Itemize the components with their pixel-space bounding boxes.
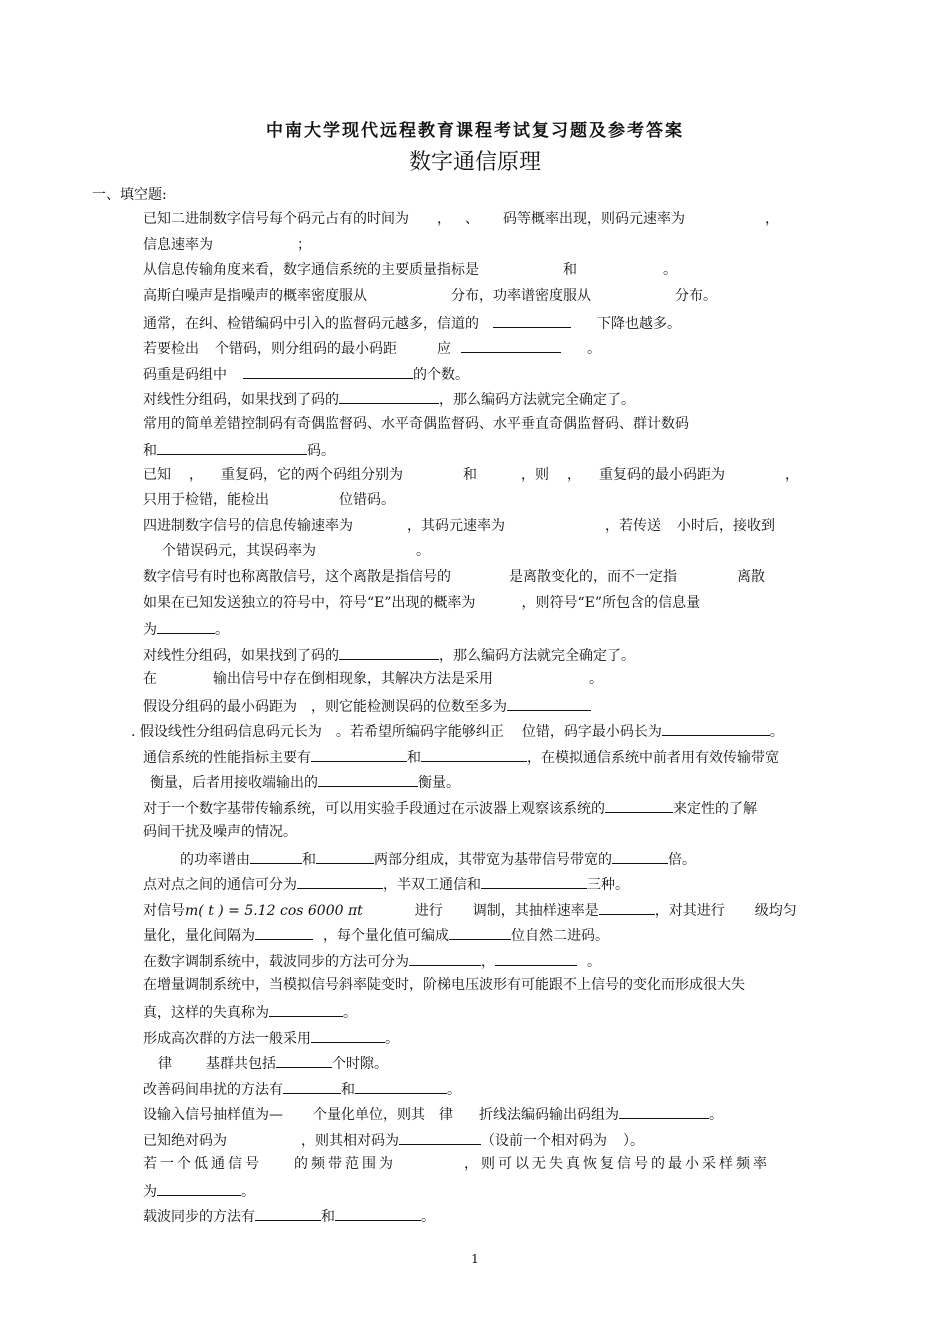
text-segment: 已知二进制数字信号每个码元占有的时间为: [143, 211, 409, 227]
text-segment: 。若希望所编码字能够纠正: [335, 724, 504, 740]
text-segment: ，: [437, 211, 451, 227]
answer-blank[interactable]: [599, 900, 655, 915]
question-line: [143, 951, 863, 971]
question-line: [143, 1155, 863, 1173]
question-line: [143, 619, 863, 639]
question-line: [143, 568, 863, 586]
answer-blank[interactable]: [316, 849, 374, 864]
text-segment: 码重是码组中: [143, 367, 227, 383]
text-segment: 和: [143, 443, 157, 459]
answer-blank[interactable]: [481, 874, 587, 889]
text-segment: 。: [663, 262, 677, 278]
question-line: [143, 415, 863, 433]
text-segment: 常用的简单差错控制码有奇偶监督码、水平奇偶监督码、水平垂直奇偶监督码、群计数码: [143, 416, 689, 432]
text-segment: （设前一个相对码为: [481, 1133, 607, 1149]
question-line: [143, 1104, 863, 1124]
text-segment: 三种。: [587, 877, 629, 893]
text-segment: 在数字调制系统中，载波同步的方法可分为: [143, 954, 409, 970]
answer-blank[interactable]: [339, 389, 439, 404]
text-segment: 真，这样的失真称为: [143, 1005, 269, 1021]
text-segment: 和: [321, 1209, 335, 1225]
text-segment: 下降也越多。: [597, 316, 681, 332]
question-line: [158, 1053, 878, 1073]
question-line: [143, 261, 863, 279]
answer-blank[interactable]: [339, 645, 439, 660]
answer-blank[interactable]: [243, 364, 413, 379]
answer-blank[interactable]: [269, 1002, 343, 1017]
text-segment: 来定性的了解: [673, 801, 757, 817]
text-segment: ，其码元速率为: [407, 518, 505, 534]
question-line: [143, 364, 863, 384]
question-line: [143, 1079, 863, 1099]
text-segment: 衡量，后者用接收端输出的: [150, 775, 318, 791]
question-line: [143, 287, 863, 305]
text-segment: 个量化单位，则其: [313, 1107, 425, 1123]
text-segment: 对线性分组码，如果找到了码的: [143, 648, 339, 664]
answer-blank[interactable]: [619, 1104, 709, 1119]
text-segment: 两部分组成，其带宽为基带信号带宽的: [374, 852, 612, 868]
text-segment: 衡量。: [418, 775, 460, 791]
question-line: [143, 925, 863, 945]
answer-blank[interactable]: [157, 1181, 241, 1196]
text-segment: ，那么编码方法就完全确定了。: [439, 392, 635, 408]
text-segment: ，则它能检测误码的位数至多为: [311, 699, 507, 715]
question-line: [180, 849, 900, 869]
text-segment: 。: [241, 1184, 255, 1200]
text-segment: 和: [563, 262, 577, 278]
text-segment: 改善码间串扰的方法有: [143, 1082, 283, 1098]
text-segment: 进行: [414, 903, 443, 919]
text-segment: 基群共包括: [206, 1056, 276, 1072]
text-segment: 调制，其抽样速率是: [472, 903, 599, 919]
answer-blank[interactable]: [157, 440, 307, 455]
question-line: [143, 466, 863, 484]
text-segment: 已知绝对码为: [143, 1133, 227, 1149]
question-line: [143, 1002, 863, 1022]
question-line: [143, 798, 863, 818]
text-segment: 个错码，则分组码的最小码距: [215, 341, 397, 357]
text-segment: 。: [385, 1031, 399, 1047]
text-segment: 若要检出: [143, 341, 199, 357]
question-line: [143, 823, 863, 841]
text-segment: 。: [215, 622, 229, 638]
text-segment: ，每个量化值可编成: [323, 928, 449, 944]
question-line: [143, 491, 863, 509]
answer-blank[interactable]: [335, 1206, 421, 1221]
question-line: [143, 517, 863, 535]
text-segment: 分布，功率谱密度服从: [451, 288, 591, 304]
text-segment: ；: [297, 237, 311, 253]
text-segment: 为: [143, 622, 157, 638]
formula-expression: m( t ) = 5.12 cos 6000 πt: [185, 903, 363, 919]
text-segment: ，那么编码方法就完全确定了。: [439, 648, 635, 664]
question-line: [143, 440, 863, 460]
text-segment: ，则其相对码为: [301, 1133, 399, 1149]
document-subtitle: 数字通信原理: [408, 150, 541, 175]
answer-blank[interactable]: [255, 925, 313, 940]
text-segment: 和: [302, 852, 316, 868]
text-segment: 和: [463, 467, 477, 483]
text-segment: 若一个低通信号: [143, 1156, 262, 1172]
text-segment: ）。: [623, 1133, 644, 1149]
text-segment: 对线性分组码，如果找到了码的: [143, 392, 339, 408]
text-segment: 折线法编码输出码组为: [479, 1107, 619, 1123]
text-segment: 码间干扰及噪声的情况。: [143, 824, 297, 840]
text-segment: 只用于检错，能检出: [143, 492, 269, 508]
answer-blank[interactable]: [449, 925, 511, 940]
text-segment: 。: [589, 671, 603, 687]
question-line: [143, 1130, 863, 1150]
text-segment: 码等概率出现，则码元速率为: [503, 211, 685, 227]
text-segment: 已知: [143, 467, 171, 483]
text-segment: 律: [158, 1056, 172, 1072]
text-segment: 设输入信号抽样值为—: [143, 1107, 283, 1123]
text-segment: 载波同步的方法有: [143, 1209, 255, 1225]
text-segment: 在: [143, 671, 157, 687]
text-segment: 个错误码元，其误码率为: [162, 543, 316, 559]
answer-blank[interactable]: [493, 313, 571, 328]
text-segment: ，: [765, 211, 779, 227]
text-segment: ，则: [521, 467, 549, 483]
question-line: [143, 594, 863, 612]
text-segment: 和: [407, 750, 421, 766]
text-segment: 和: [341, 1082, 355, 1098]
question-line: [143, 976, 863, 994]
answer-blank[interactable]: [507, 696, 591, 711]
answer-blank[interactable]: [283, 1079, 341, 1094]
answer-blank[interactable]: [399, 1130, 481, 1145]
text-segment: 、: [465, 211, 479, 227]
text-segment: 的功率谱由: [180, 852, 250, 868]
text-segment: 律: [439, 1107, 453, 1123]
text-segment: 量化，量化间隔为: [143, 928, 255, 944]
text-segment: 点对点之间的通信可分为: [143, 877, 297, 893]
text-segment: 高斯白噪声是指噪声的概率密度服从: [143, 288, 367, 304]
question-line: [143, 1028, 863, 1048]
text-segment: 。: [769, 724, 784, 740]
text-segment: 重复码，它的两个码组分别为: [221, 467, 403, 483]
text-segment: ，: [785, 467, 799, 483]
text-segment: 。: [587, 954, 601, 970]
text-segment: 对于一个数字基带传输系统，可以用实验手段通过在示波器上观察该系统的: [143, 801, 605, 817]
text-segment: 信息速率为: [143, 237, 213, 253]
text-segment: ，则符号“E”所包含的信息量: [521, 595, 701, 611]
question-line: [143, 389, 863, 409]
text-segment: 对信号: [143, 903, 185, 919]
text-segment: 通信系统的性能指标主要有: [143, 750, 311, 766]
text-segment: 的频带范围为: [294, 1156, 396, 1172]
question-line: [143, 1206, 863, 1226]
text-segment: 级均匀: [754, 903, 797, 919]
text-segment: 。: [709, 1107, 723, 1123]
text-segment: 位错，码字最小码长为: [521, 724, 662, 740]
text-segment: 是离散变化的，而不一定指: [509, 569, 677, 585]
text-segment: 形成高次群的方法一般采用: [143, 1031, 311, 1047]
question-line: [143, 696, 863, 716]
answer-blank[interactable]: [255, 1206, 321, 1221]
section-heading: 一、填空题:: [92, 187, 167, 203]
question-line: [143, 747, 863, 767]
text-segment: 。: [416, 543, 430, 559]
text-segment: 输出信号中存在倒相现象，其解决方法是采用: [213, 671, 493, 687]
question-line: [143, 1181, 863, 1201]
text-segment: . 假设线性分组码信息码元长为: [131, 724, 322, 740]
answer-blank[interactable]: [297, 874, 383, 889]
answer-blank[interactable]: [276, 1053, 332, 1068]
text-segment: ，: [567, 467, 581, 483]
question-line: [143, 338, 863, 358]
text-segment: 从信息传输角度来看，数字通信系统的主要质量指标是: [143, 262, 479, 278]
text-segment: 小时后，接收到: [677, 518, 775, 534]
text-segment: 如果在已知发送独立的符号中，符号“E”出现的概率为: [143, 595, 476, 611]
answer-blank[interactable]: [157, 619, 215, 634]
text-segment: 。: [447, 1082, 461, 1098]
text-segment: 。: [343, 1005, 357, 1021]
text-segment: ，半双工通信和: [383, 877, 481, 893]
answer-blank[interactable]: [355, 1079, 447, 1094]
question-line: [143, 236, 863, 254]
text-segment: 。: [421, 1209, 435, 1225]
text-segment: 个时隙。: [332, 1056, 388, 1072]
question-line: [143, 670, 863, 688]
text-segment: 位自然二进码。: [511, 928, 609, 944]
question-line: [143, 313, 863, 333]
page-number: 1: [471, 1252, 479, 1266]
text-segment: 数字信号有时也称离散信号，这个离散是指信号的: [143, 569, 451, 585]
text-segment: 四进制数字信号的信息传输速率为: [143, 518, 353, 534]
text-segment: ，: [189, 467, 203, 483]
question-line: [143, 645, 863, 665]
text-segment: ，则可以无失真恢复信号的最小采样频率: [464, 1156, 770, 1172]
text-segment: ，若传送: [605, 518, 661, 534]
answer-blank[interactable]: [612, 849, 668, 864]
answer-blank[interactable]: [250, 849, 302, 864]
question-line: [143, 874, 863, 894]
answer-blank[interactable]: [605, 798, 673, 813]
question-line: [143, 900, 863, 920]
text-segment: 为: [143, 1184, 157, 1200]
text-segment: 应: [437, 341, 451, 357]
document-title: 中南大学现代远程教育课程考试复习题及参考答案: [266, 121, 684, 141]
answer-blank[interactable]: [311, 1028, 385, 1043]
text-segment: ，在模拟通信系统中前者用有效传输带宽: [527, 750, 779, 766]
answer-blank[interactable]: [461, 338, 561, 353]
answer-blank[interactable]: [662, 721, 770, 736]
question-line: [162, 542, 882, 560]
text-segment: 假设分组码的最小码距为: [143, 699, 297, 715]
text-segment: 倍。: [668, 852, 696, 868]
text-segment: 通常，在纠、检错编码中引入的监督码元越多，信道的: [143, 316, 479, 332]
question-line: [143, 210, 863, 228]
text-segment: 。: [587, 341, 601, 357]
text-segment: 分布。: [675, 288, 717, 304]
text-segment: 的个数。: [413, 367, 469, 383]
answer-blank[interactable]: [318, 772, 418, 787]
text-segment: 在增量调制系统中，当模拟信号斜率陡变时，阶梯电压波形有可能跟不上信号的变化而形成很大失: [143, 977, 745, 993]
text-segment: 位错码。: [339, 492, 395, 508]
answer-blank[interactable]: [421, 747, 527, 762]
text-segment: 重复码的最小码距为: [599, 467, 725, 483]
answer-blank[interactable]: [409, 951, 481, 966]
answer-blank[interactable]: [495, 951, 577, 966]
question-line: [150, 772, 870, 792]
text-segment: 码。: [307, 443, 335, 459]
text-segment: ，对其进行: [654, 903, 725, 919]
answer-blank[interactable]: [311, 747, 407, 762]
text-segment: 离散: [737, 569, 765, 585]
question-line: [131, 721, 851, 741]
text-segment: ，: [481, 954, 495, 970]
